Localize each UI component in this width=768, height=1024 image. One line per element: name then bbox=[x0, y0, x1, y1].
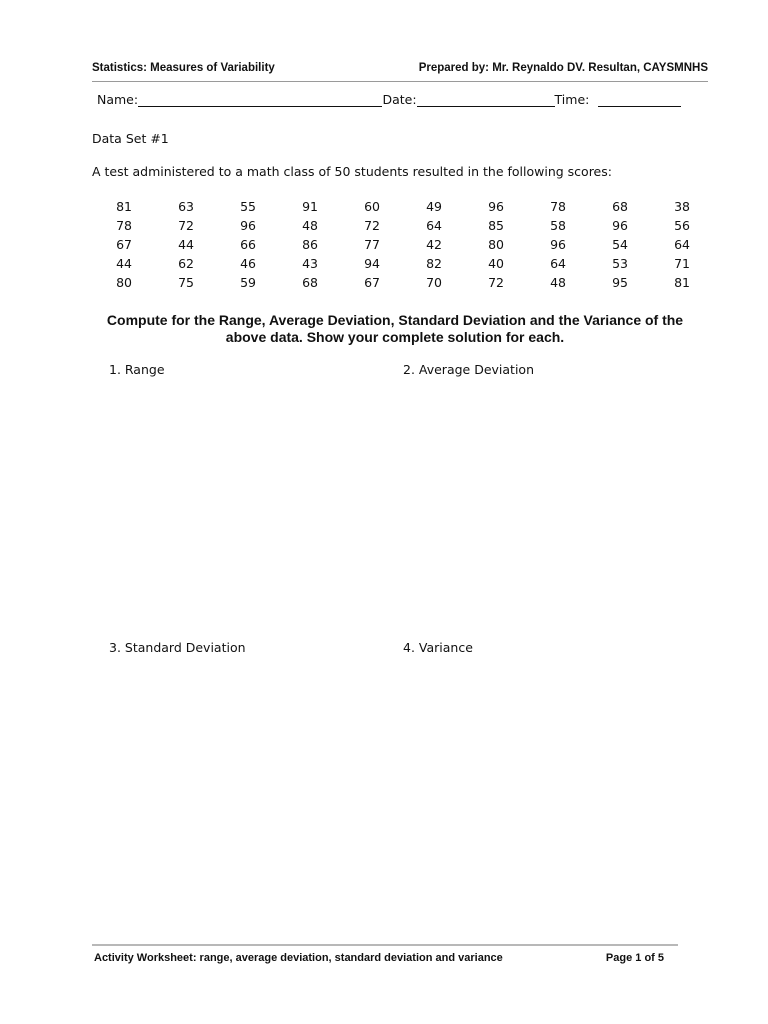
score-row bbox=[110, 256, 690, 275]
score-cell: 60 bbox=[364, 199, 380, 214]
task-range: 1. Range bbox=[109, 362, 165, 377]
score-cell: 59 bbox=[240, 275, 256, 290]
score-cell: 81 bbox=[116, 199, 132, 214]
date-field[interactable] bbox=[417, 93, 555, 107]
score-row bbox=[110, 237, 690, 256]
time-field[interactable] bbox=[598, 93, 681, 107]
score-cell: 38 bbox=[674, 199, 690, 214]
score-cell: 67 bbox=[116, 237, 132, 252]
score-cell: 48 bbox=[302, 218, 318, 233]
page-header bbox=[92, 62, 708, 82]
score-cell: 82 bbox=[426, 256, 442, 271]
score-cell: 72 bbox=[364, 218, 380, 233]
score-cell: 62 bbox=[178, 256, 194, 271]
score-cell: 94 bbox=[364, 256, 380, 271]
time-label: Time: bbox=[554, 92, 590, 107]
score-cell: 72 bbox=[178, 218, 194, 233]
score-cell: 95 bbox=[612, 275, 628, 290]
dataset-title: Data Set #1 bbox=[92, 131, 169, 146]
score-cell: 55 bbox=[240, 199, 256, 214]
page-number: Page 1 of 5 bbox=[605, 952, 664, 964]
score-cell: 80 bbox=[116, 275, 132, 290]
score-cell: 78 bbox=[550, 199, 566, 214]
score-cell: 68 bbox=[302, 275, 318, 290]
score-cell: 54 bbox=[612, 237, 628, 252]
score-cell: 53 bbox=[612, 256, 628, 271]
score-cell: 44 bbox=[116, 256, 132, 271]
score-cell: 71 bbox=[674, 256, 690, 271]
instruction-text: Compute for the Range, Average Deviation, Standard Deviation and the Variance of the above data. Show your complete solution for each. bbox=[106, 312, 684, 345]
score-cell: 72 bbox=[488, 275, 504, 290]
score-cell: 70 bbox=[426, 275, 442, 290]
score-cell: 81 bbox=[674, 275, 690, 290]
task-standard-deviation: 3. Standard Deviation bbox=[109, 640, 246, 655]
score-cell: 78 bbox=[116, 218, 132, 233]
score-cell: 64 bbox=[674, 237, 690, 252]
score-cell: 96 bbox=[612, 218, 628, 233]
name-field[interactable] bbox=[138, 93, 382, 107]
score-cell: 58 bbox=[550, 218, 566, 233]
header-prepared-by: Prepared by: Mr. Reynaldo DV. Resultan, CAYSMNHS bbox=[418, 62, 708, 74]
score-cell: 80 bbox=[488, 237, 504, 252]
score-row bbox=[110, 199, 690, 218]
score-cell: 68 bbox=[612, 199, 628, 214]
score-cell: 63 bbox=[178, 199, 194, 214]
student-info-line bbox=[97, 92, 681, 107]
score-cell: 48 bbox=[550, 275, 566, 290]
task-variance: 4. Variance bbox=[403, 640, 473, 655]
score-row bbox=[110, 275, 690, 294]
score-cell: 64 bbox=[426, 218, 442, 233]
score-cell: 96 bbox=[488, 199, 504, 214]
score-cell: 91 bbox=[302, 199, 318, 214]
score-cell: 86 bbox=[302, 237, 318, 252]
problem-statement: A test administered to a math class of 50 students resulted in the following scores: bbox=[92, 164, 612, 179]
score-cell: 64 bbox=[550, 256, 566, 271]
score-cell: 67 bbox=[364, 275, 380, 290]
score-cell: 43 bbox=[302, 256, 318, 271]
date-label: Date: bbox=[382, 92, 417, 107]
name-label: Name: bbox=[97, 92, 139, 107]
score-cell: 42 bbox=[426, 237, 442, 252]
header-title: Statistics: Measures of Variability bbox=[92, 62, 275, 74]
scores-table bbox=[110, 199, 690, 294]
score-cell: 96 bbox=[550, 237, 566, 252]
page-footer bbox=[92, 944, 678, 964]
score-row bbox=[110, 218, 690, 237]
score-cell: 44 bbox=[178, 237, 194, 252]
score-cell: 40 bbox=[488, 256, 504, 271]
score-cell: 66 bbox=[240, 237, 256, 252]
score-cell: 46 bbox=[240, 256, 256, 271]
score-cell: 49 bbox=[426, 199, 442, 214]
score-cell: 85 bbox=[488, 218, 504, 233]
task-average-deviation: 2. Average Deviation bbox=[403, 362, 534, 377]
score-cell: 75 bbox=[178, 275, 194, 290]
footer-description: Activity Worksheet: range, average deviation, standard deviation and variance bbox=[94, 952, 503, 964]
score-cell: 56 bbox=[674, 218, 690, 233]
score-cell: 77 bbox=[364, 237, 380, 252]
score-cell: 96 bbox=[240, 218, 256, 233]
